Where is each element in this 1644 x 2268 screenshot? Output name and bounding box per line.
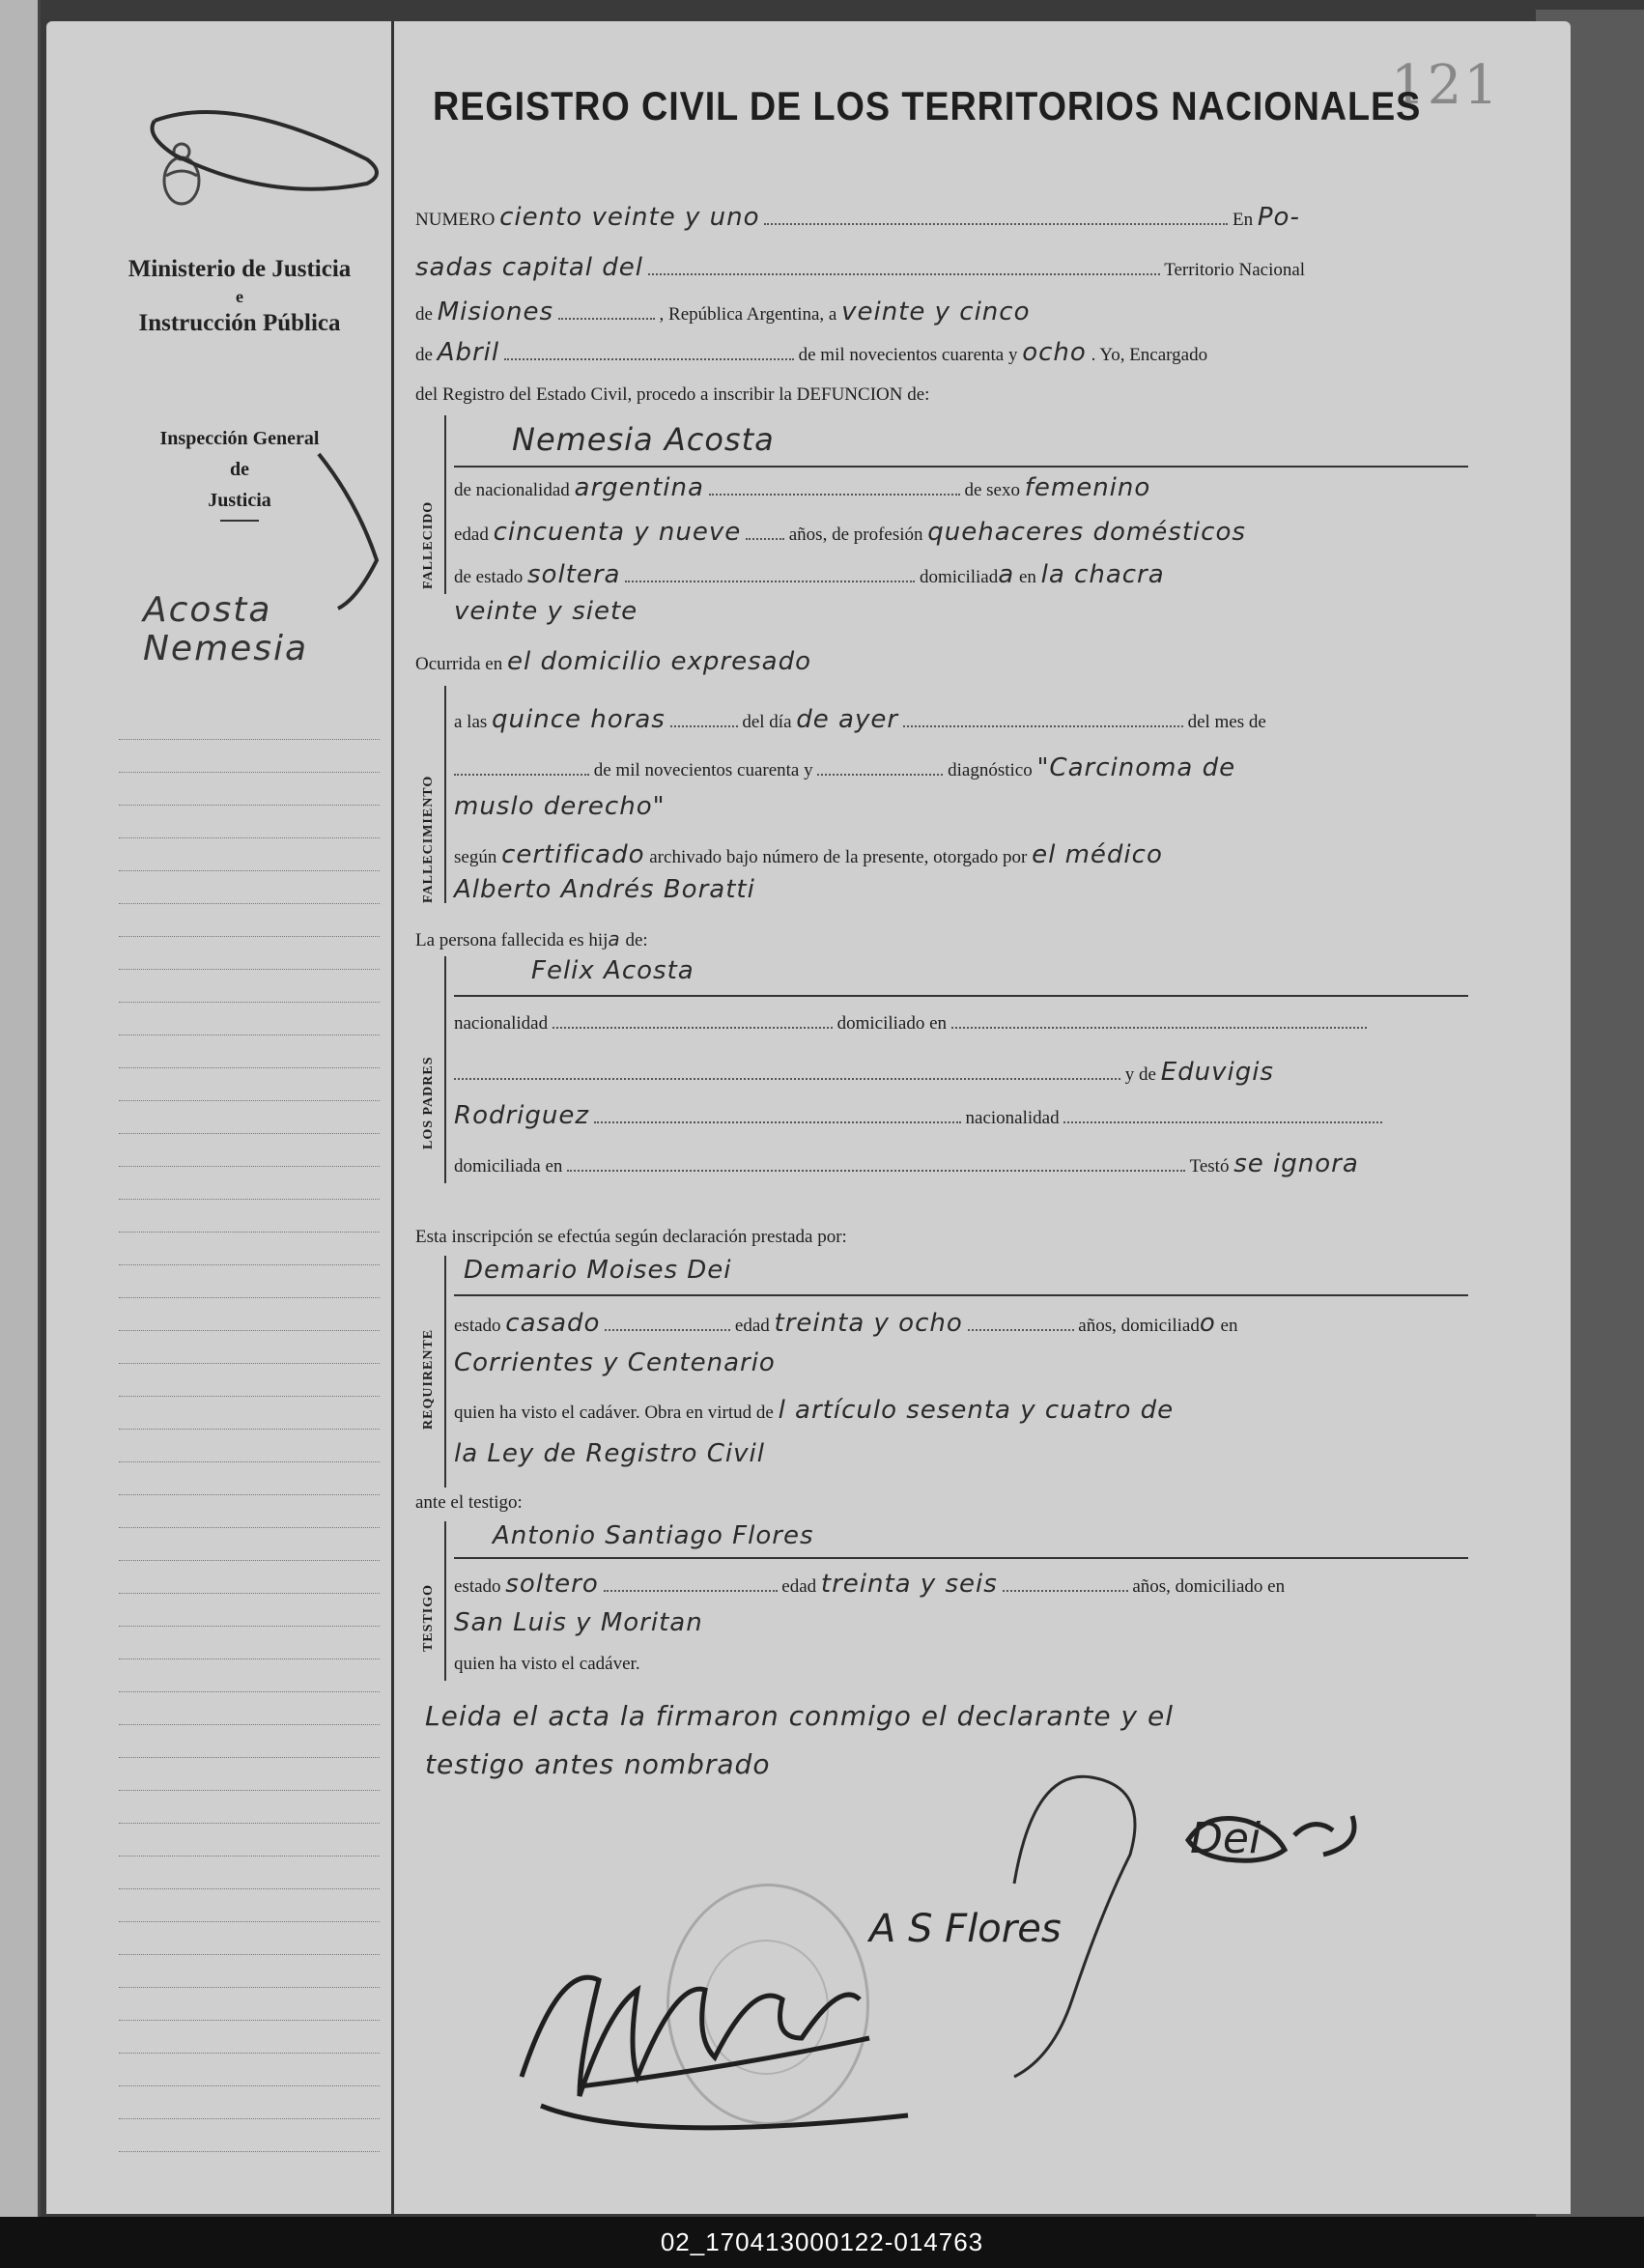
articulo-value: l artículo sesenta y cuatro de — [778, 1396, 1175, 1425]
previous-page-edge — [0, 0, 41, 2217]
ministry-line1: Ministerio de Justicia — [128, 256, 352, 282]
dia-label: del día — [742, 712, 792, 732]
sexo-value: femenino — [1024, 473, 1151, 502]
margin-column — [46, 21, 394, 2214]
requirente-estado-row — [454, 1309, 1237, 1338]
ministry-line3: Instrucción Pública — [138, 310, 341, 336]
requirente-name: Demario Moises Dei — [464, 1256, 732, 1285]
testo-label: Testó — [1189, 1156, 1230, 1177]
witness-signature-text: A S Flores — [869, 1907, 1062, 1951]
domiciliada-label: domiciliada en — [454, 1156, 563, 1177]
territorio-row — [415, 298, 1030, 326]
diagnostico-label: diagnóstico — [948, 760, 1033, 780]
profesion-value: quehaceres domésticos — [927, 518, 1246, 547]
testigo-domicilio: San Luis y Moritan — [454, 1608, 703, 1637]
republica-label: , República Argentina, a — [659, 304, 837, 325]
en-value: Po- — [1257, 203, 1300, 232]
madre-first: Eduvigis — [1160, 1058, 1274, 1087]
testo-value: se ignora — [1233, 1149, 1359, 1178]
horas-row — [454, 705, 1266, 734]
req-anos-label: años, domiciliad — [1078, 1316, 1200, 1336]
inspeccion-line1: Inspección General — [159, 428, 320, 449]
certificado-value: certificado — [501, 840, 645, 869]
req-estado-label: estado — [454, 1316, 501, 1336]
rule — [454, 1557, 1468, 1559]
estado-row — [454, 560, 1165, 589]
req-edad-label: edad — [734, 1316, 770, 1336]
requirente-domicilio: Corrientes y Centenario — [454, 1348, 776, 1377]
registro-row: del Registro del Estado Civil, procedo a inscribir la DEFUNCION de: — [415, 384, 930, 405]
numero-label: NUMERO — [415, 210, 496, 230]
horas-label: a las — [454, 712, 488, 732]
en-label-2: en — [1018, 567, 1036, 587]
ministry-line2: e — [236, 287, 243, 306]
madre-domicilio-row — [454, 1149, 1359, 1178]
domicilio-cont: veinte y siete — [454, 597, 638, 626]
medico-name: Alberto Andrés Boratti — [454, 875, 755, 904]
req-en-label: en — [1220, 1316, 1238, 1336]
diagnostico-row — [454, 753, 1235, 782]
diagnostico-value: "Carcinoma de — [1036, 753, 1236, 782]
nacionalidad-value: argentina — [574, 473, 704, 502]
inspeccion-heading — [124, 423, 355, 522]
test-anos-label: años, domiciliado en — [1132, 1576, 1286, 1597]
margin-firstname: Nemesia — [143, 629, 309, 668]
ministry-heading — [104, 253, 375, 340]
requirente-bracket — [444, 1256, 446, 1488]
testigo-section-label: TESTIGO — [421, 1583, 436, 1652]
closing-line2: testigo antes nombrado — [425, 1748, 771, 1780]
estado-label: de estado — [454, 567, 524, 587]
test-estado-value: soltero — [505, 1570, 599, 1599]
anos-label: años, de profesión — [788, 524, 923, 545]
domiciliado-label: domiciliado en — [836, 1013, 948, 1034]
declarant-signature-text: Dei — [1190, 1814, 1261, 1863]
ruled-lines — [119, 707, 380, 2152]
day-value: veinte y cinco — [841, 298, 1031, 326]
req-edad-value: treinta y ocho — [774, 1309, 963, 1338]
padres-intro-suffix: a — [608, 927, 621, 950]
padres-intro-end: de: — [625, 930, 648, 950]
closing-line1: Leida el acta la firmaron conmigo el declarante y el — [425, 1700, 1175, 1732]
madre-last: Rodriguez — [454, 1101, 590, 1130]
fallecido-bracket — [444, 415, 446, 594]
fallecimiento-bracket — [444, 686, 446, 903]
padre-name: Felix Acosta — [531, 956, 694, 985]
nacionalidad-label-2: nacionalidad — [454, 1013, 549, 1034]
requirente-section-label: REQUIRENTE — [421, 1328, 436, 1430]
madre-last-row — [454, 1101, 1382, 1130]
archivado-label: archivado bajo número de la presente, otorgado por — [649, 847, 1028, 867]
fallecimiento-section-label: FALLECIMIENTO — [421, 775, 436, 903]
coat-of-arms-icon — [153, 137, 211, 214]
scan-caption: 02_170413000122-014763 — [0, 2217, 1644, 2268]
rule — [454, 995, 1468, 997]
de-label: de — [415, 304, 433, 325]
testigo-cadaver: quien ha visto el cadáver. — [454, 1654, 640, 1674]
testigo-name: Antonio Santiago Flores — [493, 1521, 814, 1550]
rule — [454, 466, 1468, 468]
inspeccion-line3: Justicia — [208, 490, 271, 511]
ocurrida-row — [415, 647, 811, 676]
edad-value: cincuenta y nueve — [493, 518, 742, 547]
nacionalidad2-label: nacionalidad — [965, 1108, 1060, 1128]
year-value: ocho — [1022, 338, 1087, 367]
madre-row — [454, 1058, 1274, 1087]
y-de-label: y de — [1124, 1064, 1156, 1085]
test-edad-value: treinta y seis — [820, 1570, 998, 1599]
inspeccion-line2: de — [230, 459, 249, 480]
domicilio-label: domiciliad — [919, 567, 999, 587]
numero-row — [415, 203, 1300, 232]
divider — [220, 520, 259, 522]
cadaver-row — [454, 1396, 1174, 1425]
encargado-label: . Yo, Encargado — [1091, 345, 1208, 365]
domicilio-value: la chacra — [1040, 560, 1165, 589]
rule — [454, 1294, 1468, 1296]
year-row — [415, 338, 1207, 367]
numero-value: ciento veinte y uno — [499, 203, 760, 232]
padre-nacionalidad-row — [454, 1009, 1367, 1035]
page-title: REGISTRO CIVIL DE LOS TERRITORIOS NACIONALES — [433, 83, 1422, 128]
padres-bracket — [444, 956, 446, 1183]
testigo-estado-row — [454, 1570, 1285, 1599]
nacionalidad-label: de nacionalidad — [454, 480, 570, 500]
fallecido-section-label: FALLECIDO — [421, 500, 436, 589]
place-row — [415, 253, 1305, 282]
ocurrida-label: Ocurrida en — [415, 654, 503, 674]
fallecido-name: Nemesia Acosta — [512, 421, 775, 458]
official-stamp — [666, 1884, 869, 2125]
territorio-label: Territorio Nacional — [1164, 260, 1306, 280]
cadaver-label: quien ha visto el cadáver. Obra en virtud de — [454, 1403, 774, 1423]
margin-annotation — [143, 591, 308, 668]
year-label: de mil novecientos cuarenta y — [798, 345, 1018, 365]
en-label: En — [1233, 210, 1254, 230]
page-number: 121 — [1391, 54, 1500, 117]
req-estado-value: casado — [505, 1309, 601, 1338]
month-value: Abril — [437, 338, 500, 367]
domicilio-suffix: a — [998, 560, 1015, 589]
sexo-label: de sexo — [964, 480, 1020, 500]
requirente-intro: Esta inscripción se efectúa según declaración prestada por: — [415, 1227, 847, 1247]
mes-label: del mes de — [1187, 712, 1266, 732]
place-value: sadas capital del — [415, 253, 644, 282]
year-label-2: de mil novecientos cuarenta y — [593, 760, 813, 780]
horas-value: quince horas — [492, 705, 666, 734]
ley-value: la Ley de Registro Civil — [454, 1439, 765, 1468]
padres-intro-label: La persona fallecida es hij — [415, 930, 609, 950]
de2-label: de — [415, 345, 433, 365]
medico-value: el médico — [1032, 840, 1163, 869]
testigo-bracket — [444, 1521, 446, 1681]
estado-value: soltera — [526, 560, 621, 589]
margin-surname: Acosta — [143, 590, 272, 630]
diagnostico-cont: muslo derecho" — [454, 792, 666, 821]
testigo-intro: ante el testigo: — [415, 1492, 523, 1513]
test-edad-label: edad — [781, 1576, 817, 1597]
test-estado-label: estado — [454, 1576, 501, 1597]
territorio-value: Misiones — [437, 298, 554, 326]
padres-intro — [415, 927, 648, 951]
ocurrida-value: el domicilio expresado — [506, 647, 812, 676]
req-anos-suffix: o — [1199, 1309, 1216, 1338]
certificado-row — [454, 840, 1163, 869]
edad-label: edad — [454, 524, 489, 545]
edad-row — [454, 518, 1246, 547]
padres-section-label: LOS PADRES — [421, 1056, 436, 1149]
dia-value: de ayer — [796, 705, 899, 734]
nacionalidad-row — [454, 473, 1150, 502]
segun-label: según — [454, 847, 497, 867]
